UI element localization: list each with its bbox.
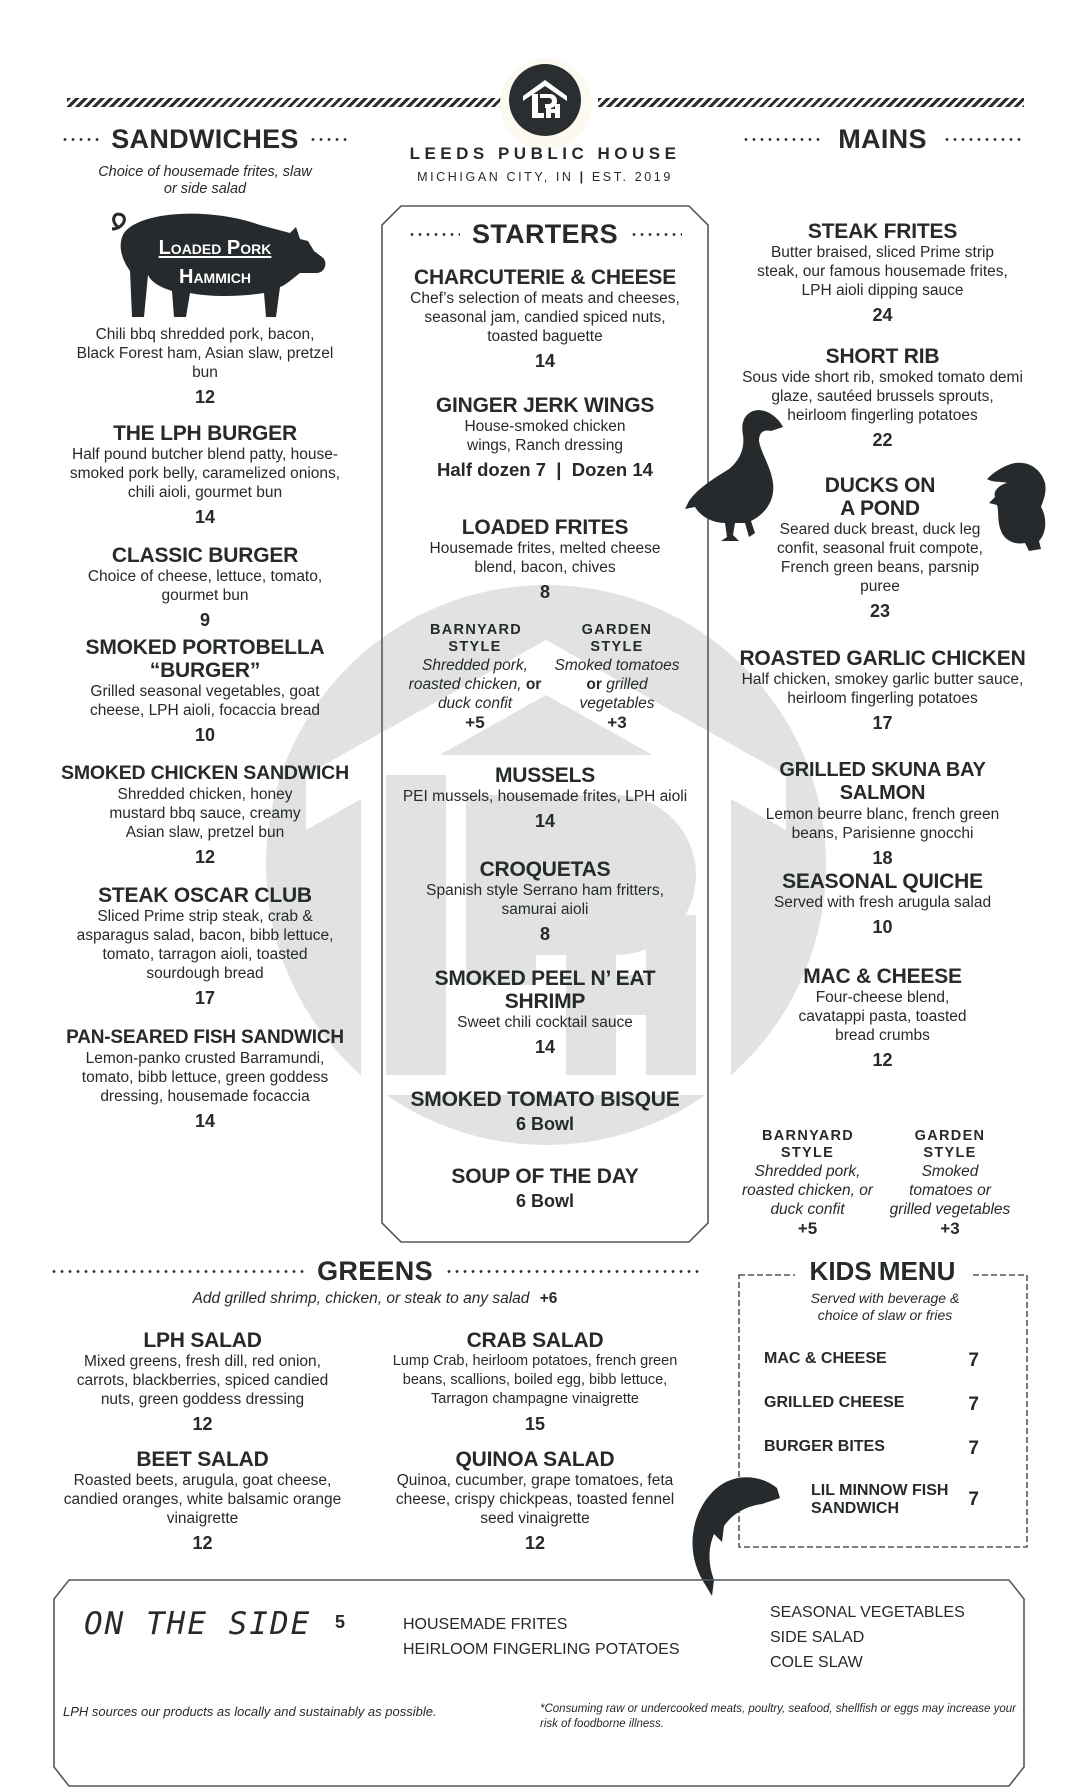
menu-item <box>375 1329 695 1436</box>
item-name: THE LPH BURGER <box>113 422 297 445</box>
menu-item <box>390 1448 680 1555</box>
item-name: PAN-SEARED FISH SANDWICH <box>66 1027 344 1048</box>
item-name: SOUP OF THE DAY <box>451 1165 639 1188</box>
style-price: +3 <box>940 1219 960 1238</box>
item-desc: Seared duck breast, duck leg confit, seasonal fruit compote, French green beans, parsnip puree <box>777 521 983 595</box>
side-item: SEASONAL VEGETABLES <box>770 1604 965 1621</box>
menu-item <box>420 967 670 1059</box>
item-name: SMOKED PEEL N’ EAT SHRIMP <box>434 967 656 1013</box>
item-price: 14 <box>194 1111 216 1131</box>
menu-item <box>780 965 985 1072</box>
style-or: or <box>525 676 542 693</box>
divider-dots <box>408 233 460 236</box>
item-price: 12 <box>194 387 216 407</box>
item-price: 17 <box>872 713 893 733</box>
divider-dots <box>943 138 1023 141</box>
restaurant-location <box>390 170 700 184</box>
divider-dots <box>61 138 101 141</box>
menu-item <box>395 764 695 833</box>
divider-dots <box>742 138 822 141</box>
item-desc: Shredded chicken, honey mustard bbq sauce, creamy Asian slaw, pretzel bun <box>109 786 301 841</box>
item-name: LPH SALAD <box>143 1329 262 1352</box>
item-desc: Sous vide short rib, smoked tomato demi glaze, sautéed brussels sprouts, heirloom fingerling potatoes <box>742 369 1023 424</box>
item-desc: Quinoa, cucumber, grape tomatoes, feta cheese, crispy chickpeas, toasted fennel seed vinaigrette <box>395 1472 675 1527</box>
item-desc: Roasted beets, arugula, goat cheese, candied oranges, white balsamic orange vinaigrette <box>63 1472 342 1527</box>
menu-item <box>735 870 1030 939</box>
item-price: 12 <box>192 1533 213 1553</box>
style-option-garden <box>548 622 686 733</box>
item-name: GRILLED SKUNA BAY SALMON <box>779 759 986 804</box>
menu-item <box>395 516 695 604</box>
item-name: BEET SALAD <box>136 1448 269 1471</box>
menu-item <box>395 266 695 373</box>
item-desc: Sweet chili cocktail sauce <box>457 1014 633 1031</box>
menu-item <box>60 1448 345 1555</box>
greens-note <box>95 1290 655 1308</box>
sandwiches-heading <box>60 124 350 155</box>
divider-dots <box>309 138 349 141</box>
greens-heading <box>55 1256 695 1287</box>
item-name: ROASTED GARLIC CHICKEN <box>739 647 1026 670</box>
item-price: 23 <box>869 601 891 621</box>
menu-item <box>395 1088 695 1136</box>
kids-item <box>764 1394 979 1416</box>
kids-item-price: 7 <box>968 1350 979 1371</box>
style-desc <box>548 656 686 713</box>
item-name: SEASONAL QUICHE <box>782 870 983 893</box>
location-text: MICHIGAN CITY, IN <box>417 170 574 184</box>
item-name: QUINOA SALAD <box>455 1448 615 1471</box>
item-price: 10 <box>872 917 893 937</box>
item-desc: PEI mussels, housemade frites, LPH aioli <box>402 788 688 805</box>
item-price: 8 <box>539 924 550 944</box>
menu-item <box>75 636 335 747</box>
menu-item <box>60 762 350 869</box>
item-name: SMOKED PORTOBELLA “BURGER” <box>85 636 325 682</box>
item-name: SHORT RIB <box>825 345 940 368</box>
featured-name-line2: Hammich <box>179 266 251 288</box>
sandwiches-note: Choice of housemade frites, slaw or side salad <box>98 164 312 197</box>
item-desc: Chef’s selection of meats and cheeses, seasonal jam, candied spiced nuts, toasted baguette <box>410 290 680 345</box>
side-item: COLE SLAW <box>770 1654 863 1671</box>
starters-title: STARTERS <box>472 219 618 249</box>
mains-heading <box>735 124 1030 155</box>
kids-item-price: 7 <box>968 1394 979 1415</box>
item-desc: Half chicken, smokey garlic butter sauce, heirloom fingerling potatoes <box>741 671 1024 707</box>
item-price: 6 Bowl <box>515 1114 574 1134</box>
item-name: CHARCUTERIE & CHEESE <box>413 266 677 289</box>
item-price: 8 <box>539 582 550 602</box>
item-price: 10 <box>194 725 216 745</box>
item-price: Half dozen 7 | Dozen 14 <box>437 459 653 480</box>
menu-item <box>740 220 1025 327</box>
kids-item-name: GRILLED CHEESE <box>764 1394 905 1411</box>
item-name: STEAK FRITES <box>807 220 958 243</box>
item-desc: Lemon beurre blanc, french green beans, Parisienne gnocchi <box>765 806 1000 842</box>
style-name: GARDEN STYLE <box>581 622 653 655</box>
sides-price: 5 <box>335 1612 346 1632</box>
item-price: 14 <box>534 351 556 371</box>
style-price: +5 <box>465 713 485 732</box>
duck-icon <box>985 457 1055 557</box>
menu-item <box>395 858 695 946</box>
food-safety-warning: *Consuming raw or undercooked meats, poultry, seafood, shellfish or eggs may increase your risk of foodborne illness. <box>540 1703 1016 1730</box>
mains-title: MAINS <box>838 124 927 154</box>
menu-item <box>65 884 345 1010</box>
divider-dots <box>50 1270 305 1273</box>
style-desc: Smoked tomatoes or grilled vegetables <box>889 1163 1011 1218</box>
menu-item <box>60 1329 345 1436</box>
greens-note-price: +6 <box>539 1290 558 1307</box>
mains-style-garden <box>880 1128 1020 1239</box>
item-price: 22 <box>872 430 893 450</box>
item-name: CROQUETAS <box>479 858 611 881</box>
item-desc: Spanish style Serrano ham fritters, samurai aioli <box>426 882 664 918</box>
menu-item-featured <box>75 325 335 409</box>
menu-item <box>765 474 995 623</box>
divider-dots <box>445 1270 700 1273</box>
item-price: 12 <box>872 1050 893 1070</box>
item-name: MUSSELS <box>494 764 596 787</box>
style-name: GARDEN STYLE <box>914 1128 986 1161</box>
side-item: SIDE SALAD <box>770 1629 865 1646</box>
item-desc: Choice of cheese, lettuce, tomato, gourmet bun <box>87 568 323 604</box>
item-name: DUCKS ON A POND <box>824 474 936 520</box>
item-desc: Served with fresh arugula salad <box>773 894 992 911</box>
item-desc: Four-cheese blend, cavatappi pasta, toasted bread crumbs <box>798 989 967 1044</box>
style-desc-b: grilled vegetables <box>579 676 655 712</box>
menu-item <box>65 1026 345 1133</box>
menu-item <box>70 544 340 632</box>
style-desc-b: duck confit <box>437 695 513 712</box>
item-price: 14 <box>194 507 216 527</box>
menu-item <box>395 394 695 482</box>
item-price: 12 <box>194 847 216 867</box>
item-desc: House-smoked chicken wings, Ranch dressing <box>464 418 626 454</box>
item-name: GINGER JERK WINGS <box>435 394 655 417</box>
item-price: 14 <box>534 1037 556 1057</box>
item-price: 6 Bowl <box>515 1191 574 1211</box>
style-desc <box>405 656 545 713</box>
item-price: 17 <box>194 988 216 1008</box>
logo-badge <box>509 64 581 136</box>
style-desc: Shredded pork, roasted chicken, or duck confit <box>742 1163 873 1218</box>
item-price: 12 <box>192 1414 213 1434</box>
side-item: HEIRLOOM FINGERLING POTATOES <box>403 1641 680 1658</box>
item-price: 9 <box>199 610 210 630</box>
kids-item <box>764 1438 979 1460</box>
kids-item-price: 7 <box>968 1489 979 1510</box>
divider-dots <box>630 233 682 236</box>
style-option-barnyard <box>405 622 545 733</box>
item-name: MAC & CHEESE <box>803 965 962 988</box>
restaurant-name: LEEDS PUBLIC HOUSE <box>409 144 681 163</box>
kids-item-name: BURGER BITES <box>764 1438 885 1455</box>
item-price: 24 <box>872 305 893 325</box>
item-desc: Mixed greens, fresh dill, red onion, carrots, blackberries, spiced candied nuts, green goddess dressing <box>76 1353 329 1408</box>
house-logo-icon <box>509 64 581 136</box>
style-desc-a: Shredded pork, roasted chicken, <box>408 657 528 693</box>
kids-item-name: MAC & CHEESE <box>764 1350 887 1367</box>
menu-item <box>735 759 1030 870</box>
header-hatch-left <box>67 98 502 107</box>
kids-menu-title: KIDS MENU <box>795 1256 970 1287</box>
item-price: 15 <box>524 1414 546 1434</box>
style-price: +3 <box>607 713 627 732</box>
header-hatch-right <box>598 98 1024 107</box>
side-item: HOUSEMADE FRITES <box>403 1616 568 1633</box>
kids-item <box>764 1350 979 1372</box>
item-desc: Sliced Prime strip steak, crab & asparagus salad, bacon, bibb lettuce, tomato, tarragon aioli, toasted sourdough bread <box>76 908 334 982</box>
kids-menu-list <box>764 1350 979 1540</box>
sides-list-2 <box>770 1600 965 1675</box>
menu-item <box>395 1165 695 1213</box>
style-desc-a: Smoked tomatoes <box>554 657 680 674</box>
item-desc: Lemon-panko crusted Barramundi, tomato, bibb lettuce, green goddess dressing, housemade focaccia <box>81 1050 329 1105</box>
sides-list-1 <box>403 1612 679 1662</box>
kids-item-name: LIL MINNOW FISH SANDWICH <box>811 1482 949 1517</box>
item-desc: Housemade frites, melted cheese blend, bacon, chives <box>429 540 661 576</box>
item-name: STEAK OSCAR CLUB <box>98 884 312 907</box>
greens-note-text: Add grilled shrimp, chicken, or steak to any salad <box>192 1290 530 1307</box>
location-separator: | <box>579 170 586 184</box>
item-price: 18 <box>872 848 893 868</box>
menu-item <box>735 647 1030 735</box>
mains-style-barnyard <box>740 1128 875 1239</box>
duck-silhouette-right <box>985 457 1055 557</box>
item-price: 12 <box>524 1533 546 1553</box>
menu-item <box>60 422 350 529</box>
sandwiches-title: SANDWICHES <box>111 124 299 154</box>
item-desc: Half pound butcher blend patty, house-smoked pork belly, caramelized onions, chili aioli, gourmet bun <box>69 446 341 501</box>
greens-title: GREENS <box>317 1256 433 1286</box>
sides-title: ON THE SIDE <box>84 1606 312 1642</box>
starters-heading <box>400 219 690 250</box>
item-desc: Lump Crab, heirloom potatoes, french green beans, scallions, boiled egg, bibb lettuce, Tarragon champagne vinaigrette <box>392 1353 678 1407</box>
kids-menu-note: Served with beverage & choice of slaw or fries <box>810 1290 960 1323</box>
style-or: or <box>586 676 602 693</box>
item-name: SMOKED CHICKEN SANDWICH <box>61 762 349 784</box>
style-price: +5 <box>797 1219 818 1238</box>
kids-item <box>764 1482 979 1518</box>
item-name: LOADED FRITES <box>461 516 629 539</box>
item-price: 14 <box>534 811 556 831</box>
item-desc: Chili bbq shredded pork, bacon, Black Forest ham, Asian slaw, pretzel bun <box>76 326 334 381</box>
item-name: CLASSIC BURGER <box>111 544 299 567</box>
item-desc: Butter braised, sliced Prime strip steak, our famous housemade frites, LPH aioli dipping sauce <box>757 244 1008 299</box>
item-name: SMOKED TOMATO BISQUE <box>410 1088 680 1111</box>
style-name: BARNYARD STYLE <box>430 622 523 655</box>
sourcing-note: LPH sources our products as locally and sustainably as possible. <box>63 1704 437 1719</box>
featured-name-line1: Loaded Pork <box>158 237 272 259</box>
kids-item-price: 7 <box>968 1438 979 1459</box>
established-text: EST. 2019 <box>591 170 673 184</box>
style-name: BARNYARD STYLE <box>762 1128 855 1161</box>
featured-sandwich-name <box>125 234 305 292</box>
item-desc: Grilled seasonal vegetables, goat cheese, LPH aioli, focaccia bread <box>89 683 321 719</box>
item-name: CRAB SALAD <box>466 1329 604 1352</box>
